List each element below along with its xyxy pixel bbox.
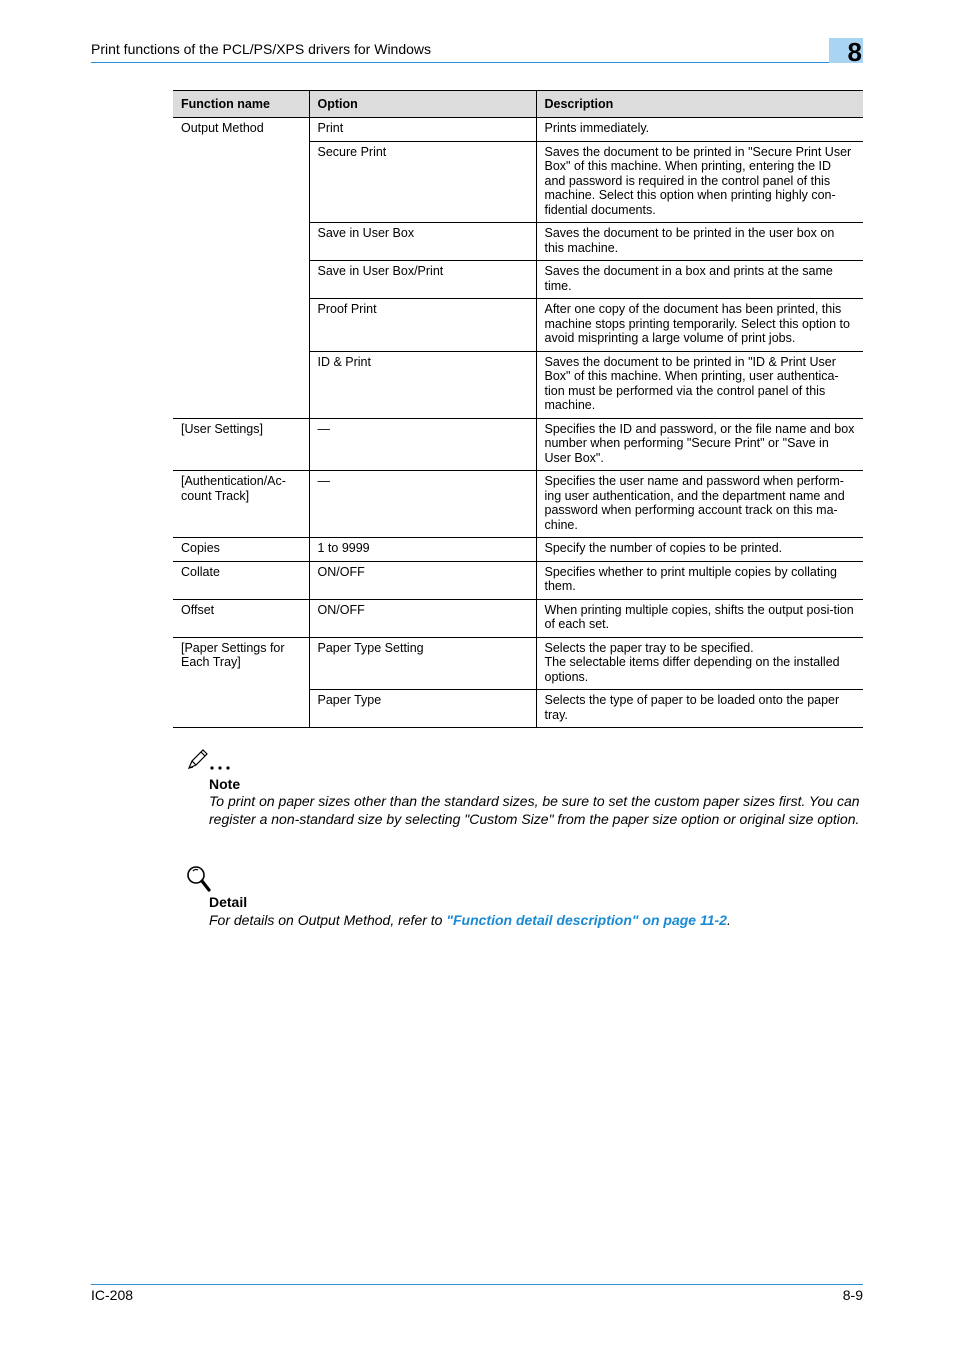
option-cell: 1 to 9999 bbox=[309, 538, 536, 562]
chapter-number: 8 bbox=[847, 37, 862, 67]
option-cell: ID & Print bbox=[309, 351, 536, 418]
table-row bbox=[173, 538, 863, 562]
option-cell: ON/OFF bbox=[309, 561, 536, 599]
function-cell: [Paper Settings for Each Tray] bbox=[173, 637, 309, 728]
table-row bbox=[173, 637, 863, 690]
option-cell: Save in User Box bbox=[309, 223, 536, 261]
detail-text bbox=[209, 911, 865, 929]
description-cell: Specifies whether to print multiple copies by collating them. bbox=[536, 561, 863, 599]
function-cell: Collate bbox=[173, 561, 309, 599]
table-row bbox=[173, 599, 863, 637]
footer-rule bbox=[91, 1284, 863, 1285]
function-cell: [User Settings] bbox=[173, 418, 309, 471]
table-row bbox=[173, 118, 863, 142]
cross-reference-link[interactable]: "Function detail description" on page 11-2 bbox=[446, 912, 727, 928]
description-cell: Selects the type of paper to be loaded onto the paper tray. bbox=[536, 690, 863, 728]
detail-text-after: . bbox=[726, 912, 731, 928]
column-header-description: Description bbox=[536, 91, 863, 118]
option-cell: — bbox=[309, 418, 536, 471]
option-cell: ON/OFF bbox=[309, 599, 536, 637]
description-cell: Saves the document in a box and prints at the same time. bbox=[536, 261, 863, 299]
description-cell: Prints immediately. bbox=[536, 118, 863, 142]
note-heading: Note bbox=[209, 776, 241, 792]
option-cell: Proof Print bbox=[309, 299, 536, 352]
footer-page-number: 8-9 bbox=[842, 1287, 863, 1303]
option-cell: Print bbox=[309, 118, 536, 142]
option-cell: — bbox=[309, 471, 536, 538]
table-header-row bbox=[173, 91, 863, 118]
pencil-note-icon bbox=[186, 748, 232, 772]
function-cell: Copies bbox=[173, 538, 309, 562]
option-cell: Paper Type Setting bbox=[309, 637, 536, 690]
note-text: To print on paper sizes other than the standard sizes, be sure to set the custom paper sizes first. You can register a non-standard size by selecting "Custom Size" from the paper size option or original size option. bbox=[209, 793, 860, 827]
function-cell: Offset bbox=[173, 599, 309, 637]
description-cell: Specifies the ID and password, or the file name and box number when performing "Secure Print" or "Save in User Box". bbox=[536, 418, 863, 471]
description-cell: After one copy of the document has been printed, this machine stops printing temporarily. Select this option to avoid misprinting a large volume of print jobs. bbox=[536, 299, 863, 352]
option-cell: Paper Type bbox=[309, 690, 536, 728]
header-rule bbox=[91, 62, 829, 63]
table-row bbox=[173, 418, 863, 471]
footer-model: IC-208 bbox=[91, 1287, 134, 1303]
option-cell: Secure Print bbox=[309, 141, 536, 223]
description-cell: Specifies the user name and password when perform-ing user authentication, and the department name and password when performing account track on this ma-chine. bbox=[536, 471, 863, 538]
description-cell bbox=[536, 637, 863, 690]
magnifier-icon bbox=[186, 865, 212, 893]
detail-text-before: For details on Output Method, refer to bbox=[209, 912, 447, 928]
column-header-function: Function name bbox=[173, 91, 309, 118]
function-table bbox=[173, 90, 863, 728]
description-cell: Saves the document to be printed in "ID & Print User Box" of this machine. When printing, user authentica-tion must be performed via the control panel of this machine. bbox=[536, 351, 863, 418]
description-line: Selects the paper tray to be specified. bbox=[544, 640, 754, 655]
chapter-badge bbox=[829, 37, 863, 67]
column-header-option: Option bbox=[309, 91, 536, 118]
function-cell: [Authentication/Ac-count Track] bbox=[173, 471, 309, 538]
description-cell: Saves the document to be printed in the user box on this machine. bbox=[536, 223, 863, 261]
description-cell: Specify the number of copies to be printed. bbox=[536, 538, 863, 562]
page-header-title: Print functions of the PCL/PS/XPS drivers for Windows bbox=[91, 41, 432, 57]
detail-heading: Detail bbox=[209, 894, 248, 910]
description-cell: When printing multiple copies, shifts the output posi-tion of each set. bbox=[536, 599, 863, 637]
table-row bbox=[173, 561, 863, 599]
description-cell: Saves the document to be printed in "Secure Print User Box" of this machine. When printing, entering the ID and password is required in the control panel of this machine. Select this option when printing highly con-fidential documents. bbox=[536, 141, 863, 223]
table-row bbox=[173, 471, 863, 538]
option-cell: Save in User Box/Print bbox=[309, 261, 536, 299]
description-line: The selectable items differ depending on the installed options. bbox=[544, 655, 840, 684]
function-cell: Output Method bbox=[173, 118, 309, 419]
